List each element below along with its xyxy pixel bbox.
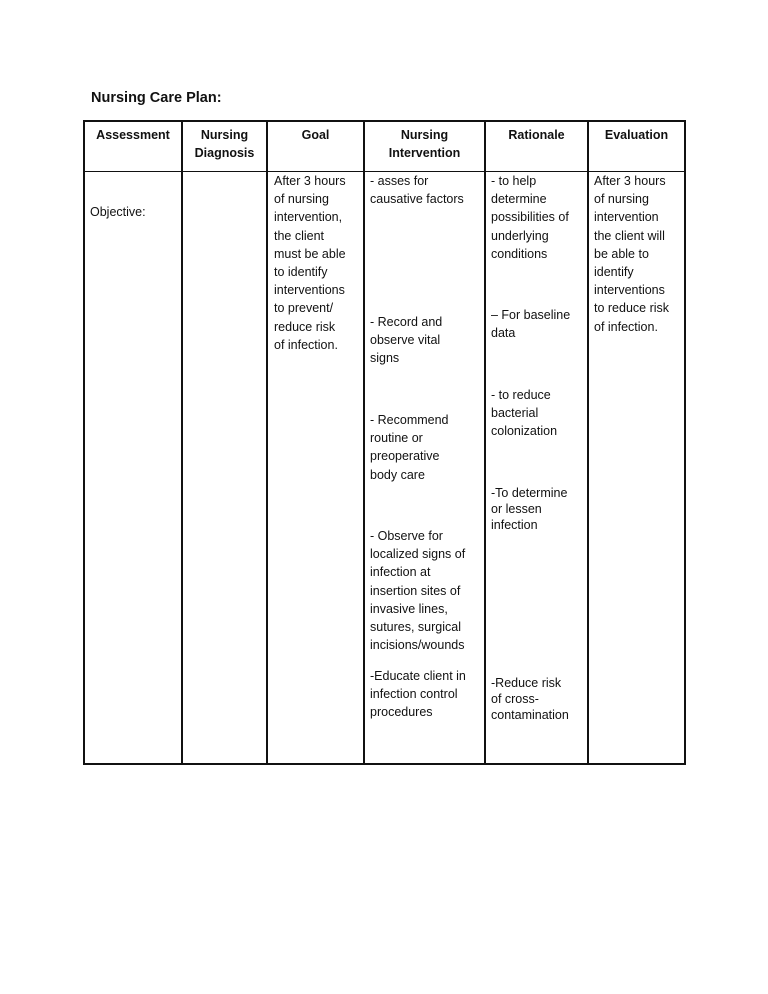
- table-border-top: [83, 120, 686, 122]
- header-evaluation: Evaluation: [604, 128, 669, 142]
- goal-text: After 3 hours of nursing intervention, the client must be able to identify interventions to prevent/ reduce risk of infection.: [274, 174, 346, 352]
- intervention-item: - Observe for localized signs of infection at insertion sites of invasive lines, sutures, surgical incisions/wounds: [370, 529, 466, 653]
- rationale-item: - to reduce bacterial colonization: [491, 388, 558, 439]
- page-title: Nursing Care Plan:: [91, 90, 222, 106]
- col-divider-2: [266, 120, 268, 765]
- assessment-objective-label: Objective:: [90, 205, 146, 219]
- rationale-item: -To determine or lessen infection: [491, 486, 568, 533]
- intervention-item: - asses for causative factors: [370, 174, 464, 207]
- table-border-bottom: [83, 763, 686, 765]
- rationale-item: -Reduce risk of cross- contamination: [491, 676, 569, 723]
- col-divider-1: [181, 120, 183, 765]
- evaluation-text: After 3 hours of nursing intervention the client will be able to identify interventions to reduce risk of infection.: [594, 174, 670, 334]
- intervention-item: - Recommend routine or preoperative body care: [370, 413, 449, 482]
- col-divider-5: [587, 120, 589, 765]
- header-nursing-diagnosis: Nursing Diagnosis: [194, 128, 255, 160]
- header-nursing-intervention: Nursing Intervention: [388, 128, 461, 160]
- header-rationale: Rationale: [508, 128, 565, 142]
- care-plan-table: [83, 120, 686, 765]
- col-divider-4: [484, 120, 486, 765]
- header-goal: Goal: [301, 128, 330, 142]
- intervention-item: -Educate client in infection control procedures: [370, 669, 466, 720]
- rationale-item: – For baseline data: [491, 308, 571, 341]
- table-border-right: [684, 120, 686, 765]
- intervention-item: - Record and observe vital signs: [370, 315, 443, 366]
- rationale-item: - to help determine possibilities of underlying conditions: [491, 174, 569, 261]
- header-assessment: Assessment: [96, 128, 170, 142]
- table-border-left: [83, 120, 85, 765]
